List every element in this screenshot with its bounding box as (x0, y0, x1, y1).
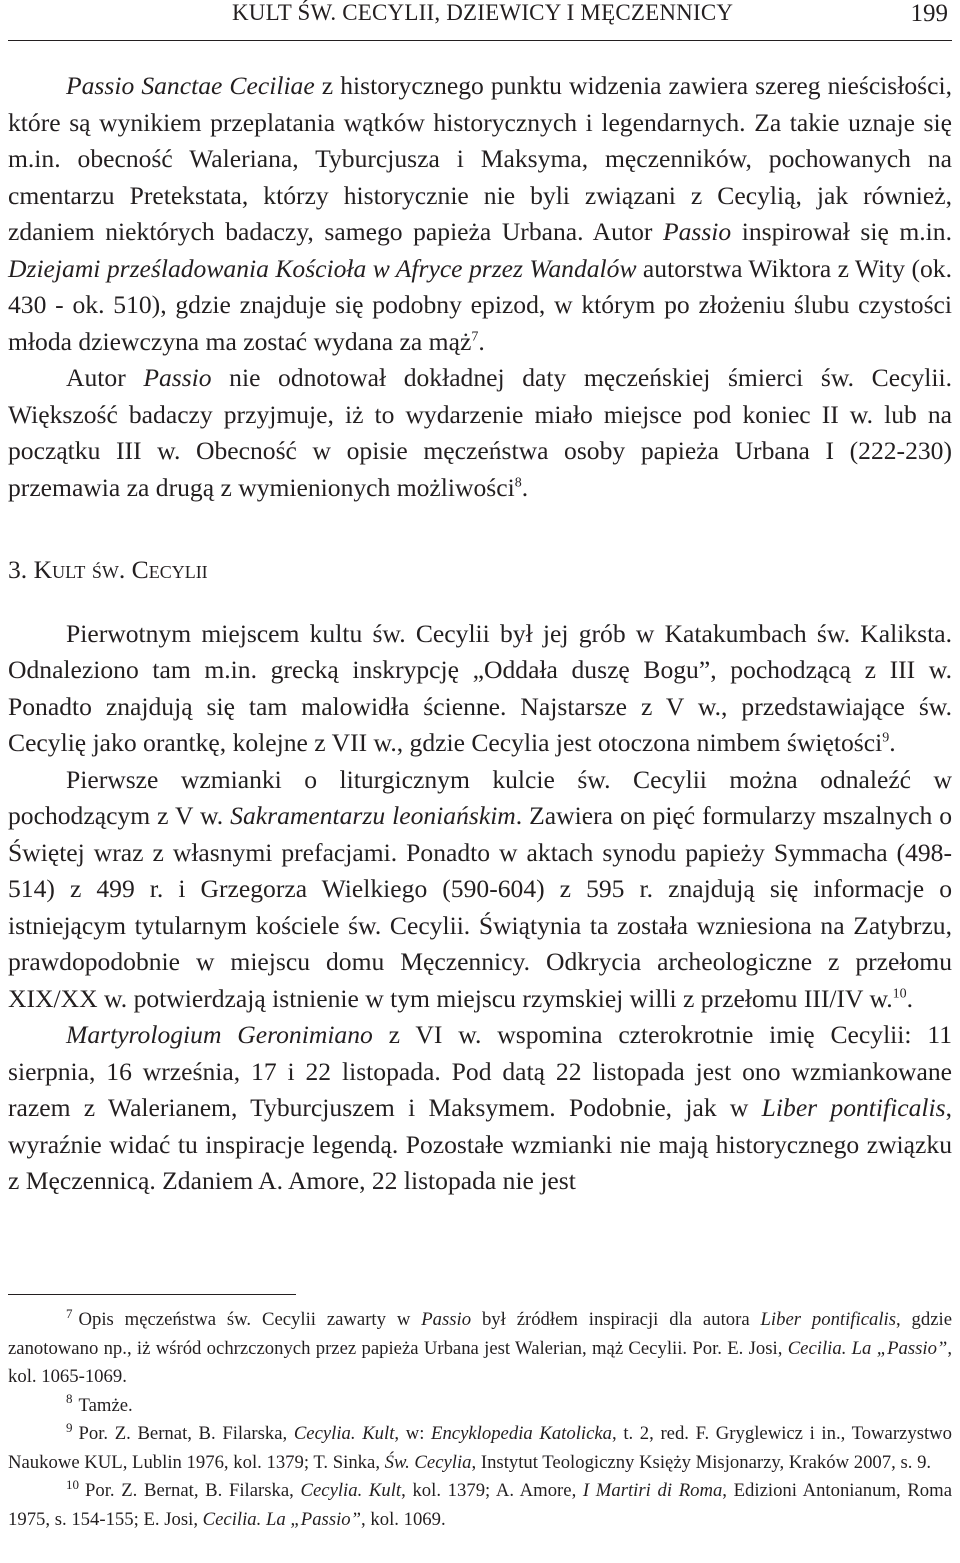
paragraph-text: nie odnotował dokładnej daty męczeńskiej śmierci św. Cecylii. Większość badaczy przyjmuje, iż to wydarzenie miało miejsce pod koniec II w. lub na początku III w. Obecność w opisie męczeństwa osoby papieża Urbana I (222-230) przemawia za drugą z wymienionych możliwości (8, 363, 952, 502)
paragraph-text: inspirował się m.in. (731, 217, 952, 246)
italic-title: Cecylia. Kult (293, 1423, 395, 1444)
footnote-text: Opis męczeństwa św. Cecylii zawarty w (78, 1309, 422, 1330)
footnote-text: , kol. 1065-1069. (8, 1337, 952, 1387)
header-rule (8, 40, 952, 41)
footnote-text: Por. Z. Bernat, B. Filarska, (78, 1423, 294, 1444)
italic-title: Encyklopedia Katolicka (431, 1423, 613, 1444)
italic-title: Liber pontificalis (760, 1309, 896, 1330)
paragraph-text: Autor (66, 363, 144, 392)
footnote-text: , t. 2, red. F. Gryglewicz i in., Towarzystwo Naukowe KUL, Lublin 1976, kol. 1379; T. Sinka, (8, 1423, 953, 1473)
footnote-number: 10 (66, 1476, 79, 1492)
running-title: KULT ŚW. CECYLII, DZIEWICY I MĘCZENNICY (232, 0, 734, 25)
footnote-8 (8, 1392, 952, 1421)
paragraph-text: . Zawiera on pięć formularzy mszalnych o Świętej wraz z własnymi prefacjami. Ponadto w aktach synodu papieży Symmacha (498-514) z 499 r. i Grzegorza Wielkiego (590-604) z 595 r. znajdują się informacje o istniejącym tytularnym kościele św. Cecylii. Świątynia ta została wzniesiona na Zatybrzu, prawdopodobnie w miejscu domu Męczennicy. Odkrycia archeologiczne z przełomu XIX/XX w. potwierdzają istnienie w tym miejscu rzymskiej willi z przełomu III/IV w. (8, 801, 953, 1013)
italic-title: Passio (143, 363, 212, 392)
footnote-9 (8, 1420, 952, 1477)
paragraph-text: . (889, 728, 896, 757)
italic-title: Sakramentarzu leoniańskim (230, 801, 516, 830)
paragraph-martyrdom-date (8, 360, 952, 506)
footnote-7 (8, 1306, 952, 1392)
footnote-text: Tamże. (78, 1394, 133, 1416)
paragraph-text: , wyraźnie widać tu inspiracje legendą. Pozostałe wzmianki nie mają historycznego związku z Męczennicą. Zdaniem A. Amore, 22 listopada nie jest (8, 1093, 952, 1195)
section-heading (8, 552, 952, 589)
footnote-text: , kol. 1379; A. Amore, (401, 1480, 583, 1501)
italic-title: Martyrologium Geronimiano (66, 1020, 373, 1049)
footnote-text: , gdzie zanotowano np., iż wśród ochrzczonych przez papieża Urbana jest Walerian, mąż Cecylii. Por. E. Josi, (8, 1309, 953, 1359)
paragraph-text: z historycznego punktu widzenia zawiera szereg nieścisłości, które są wynikiem przeplatania wątków historycznych i legendarnych. Za takie uznaje się m.in. obecność Waleriana, Tyburcjusza i Maksyma, męczenników, pochowanych na cmentarzu Pretekstata, którzy historycznie nie byli związani z Cecylią, jak również, zdaniem niektórych badaczy, samego papieża Urbana. Autor (8, 71, 952, 246)
section-title: Kult św. Cecylii (33, 555, 208, 584)
paragraph-liturgical-cult (8, 762, 952, 1018)
paragraph-text: autorstwa Wiktora z Wity (ok. 430 - ok. 510), gdzie znajduje się podobny epizod, w którym po złożeniu ślubu czystości młoda dziewczyna ma zostać wydana za mąż (8, 253, 952, 356)
italic-title: Passio Sanctae Ceciliae (66, 71, 315, 100)
section-number: 3. (8, 555, 28, 584)
paragraph-text: . (906, 983, 914, 1013)
footnote-ref[interactable]: 10 (892, 985, 907, 1001)
italic-title: Liber pontificalis (761, 1093, 946, 1122)
paragraph-text: Pierwotnym miejscem kultu św. Cecylii był jej grób w Katakumbach św. Kaliksta. Odnaleziono tam m.in. grecką inskrypcję „Oddała duszę Bogu”, pochodzącą z III w. Ponadto znajdują się tam malowidła ścienne. Najstarsze z V w., przedstawiające św. Cecylię jako orantkę, kolejne z VII w., gdzie Cecylia jest otoczona nimbem świętości (8, 618, 952, 757)
italic-title: Passio (421, 1309, 472, 1330)
paragraph-text: Pierwsze wzmianki o liturgicznym kulcie św. Cecylii można odnaleźć w pochodzącym z V w. (8, 764, 952, 830)
footnote-number: 9 (66, 1419, 73, 1435)
footnote-10 (8, 1477, 952, 1534)
footnote-ref[interactable]: 7 (471, 328, 479, 344)
paragraph-text: . (478, 326, 485, 356)
italic-title: Św. Cecylia (384, 1451, 472, 1473)
footnote-number: 7 (66, 1305, 73, 1321)
footnote-text: Por. Z. Bernat, B. Filarska, (85, 1480, 301, 1501)
italic-title: Cecilia. La „Passio” (787, 1337, 948, 1359)
footnote-text: , Edizioni Antonianum, Roma 1975, s. 154-155; E. Josi, (8, 1480, 952, 1530)
footnote-text: , kol. 1069. (361, 1508, 446, 1530)
footnote-ref[interactable]: 9 (882, 730, 890, 746)
italic-title: Dziejami prześladowania Kościoła w Afryce przez Wandalów (8, 253, 637, 283)
footnote-rule (8, 1294, 296, 1295)
footnotes (8, 1306, 952, 1534)
footnote-text: był źródłem inspiracji dla autora (471, 1309, 761, 1330)
italic-title: I Martiri di Roma (582, 1480, 723, 1501)
italic-title: Cecilia. La „Passio” (202, 1508, 362, 1530)
paragraph-passio-inaccuracies (8, 68, 952, 360)
page-header (8, 0, 952, 36)
footnote-number: 8 (66, 1391, 73, 1407)
paragraph-catacombs (8, 616, 952, 762)
footnote-ref[interactable]: 8 (514, 474, 522, 490)
page-number: 199 (910, 0, 948, 27)
paragraph-martyrology (8, 1017, 952, 1200)
footnote-text: , Instytut Teologiczny Księży Misjonarzy, Kraków 2007, s. 9. (471, 1451, 932, 1473)
main-text (8, 68, 952, 1200)
paragraph-text: z VI w. wspomina czterokrotnie imię Cecylii: 11 sierpnia, 16 września, 17 i 22 listopada. Pod datą 22 listopada jest ono wzmiankowane razem z Walerianem, Tyburcjuszem i Maksymem. Podobnie, jak w (8, 1020, 952, 1122)
italic-title: Cecylia. Kult (300, 1480, 402, 1501)
italic-title: Passio (662, 217, 732, 246)
paragraph-text: . (521, 472, 529, 502)
footnote-text: , w: (394, 1423, 432, 1444)
